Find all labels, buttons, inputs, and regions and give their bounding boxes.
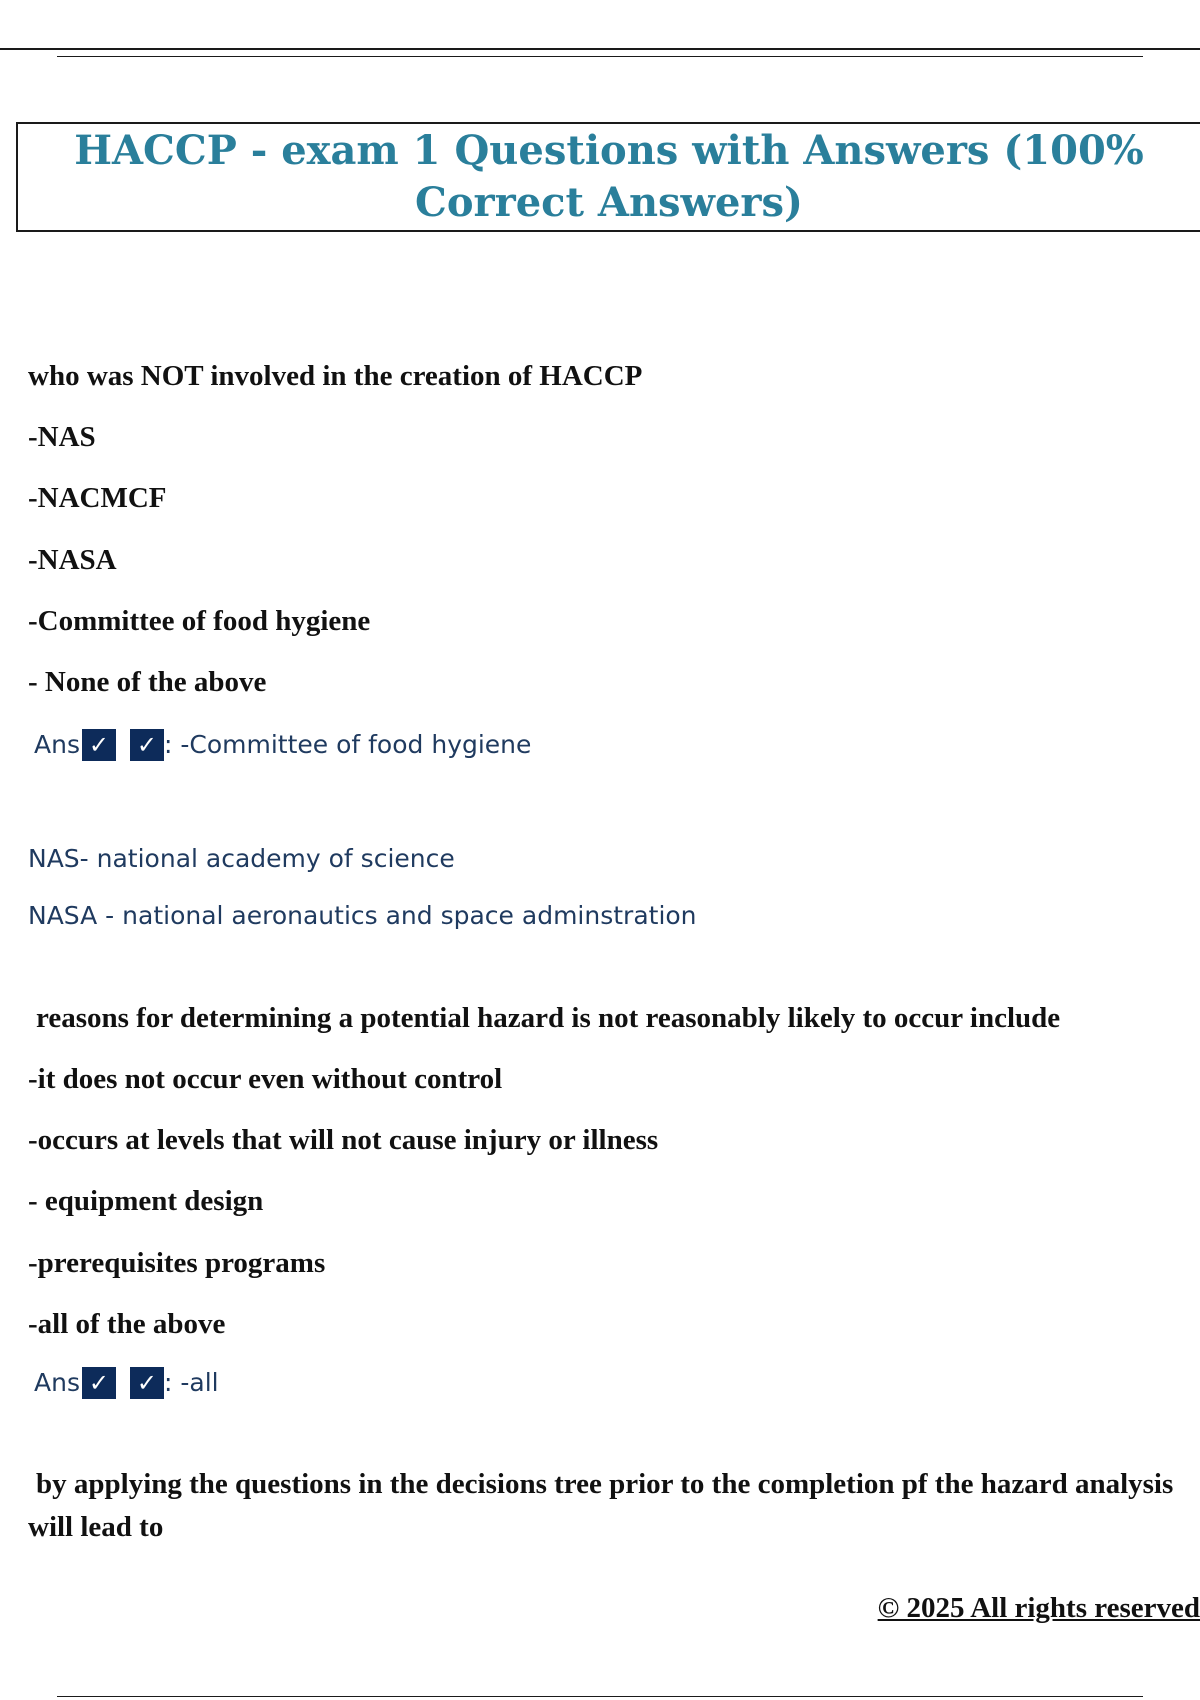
question-option: -it does not occur even without control: [28, 1063, 503, 1095]
question-option: -all of the above: [28, 1308, 226, 1340]
title-box: [16, 122, 1200, 232]
document-title: HACCP - exam 1 Questions with Answers (100% Correct Answers): [74, 127, 1144, 226]
footer-rule: [57, 1696, 1143, 1697]
answer-text: : -all: [163, 1368, 219, 1397]
answer-prefix: Ans: [34, 1368, 80, 1397]
question-option: - equipment design: [28, 1185, 264, 1217]
question-prompt: reasons for determining a potential hazard is not reasonably likely to occur include: [36, 1002, 1061, 1034]
copyright-notice: © 2025 All rights reserved: [877, 1592, 1200, 1624]
answer-note: NASA - national aeronautics and space adminstration: [28, 901, 697, 930]
question-option: -prerequisites programs: [28, 1247, 326, 1279]
check-mark-icon: ✓: [130, 1367, 164, 1399]
check-mark-icon: ✓: [130, 729, 164, 761]
question-option: -Committee of food hygiene: [28, 605, 371, 637]
header-rule-thin: [57, 56, 1143, 57]
question-prompt: who was NOT involved in the creation of HACCP: [28, 360, 643, 392]
question-option: -NASA: [28, 544, 117, 576]
answer-line: [34, 728, 531, 762]
question-option: - None of the above: [28, 666, 267, 698]
answer-line: [34, 1366, 219, 1400]
question-option: -NAS: [28, 421, 96, 453]
question-option: -occurs at levels that will not cause injury or illness: [28, 1124, 659, 1156]
answer-text: : -Committee of food hygiene: [163, 730, 532, 759]
question-option: -NACMCF: [28, 482, 167, 514]
header-rule-thick: [0, 48, 1200, 50]
question-prompt: by applying the questions in the decisions tree prior to the completion pf the hazard analysis will lead to: [28, 1468, 1174, 1543]
answer-note: NAS- national academy of science: [28, 844, 455, 873]
answer-prefix: Ans: [34, 730, 80, 759]
check-mark-icon: ✓: [82, 729, 116, 761]
check-mark-icon: ✓: [82, 1367, 116, 1399]
